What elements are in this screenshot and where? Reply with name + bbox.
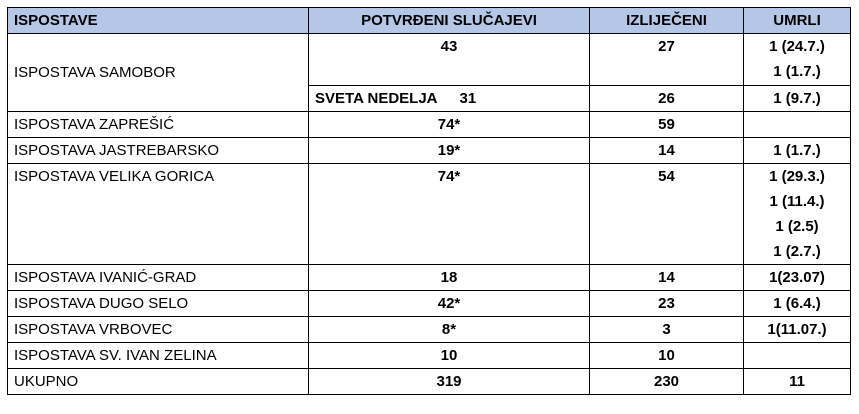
table-row — [8, 164, 851, 265]
row-name: ISPOSTAVA VRBOVEC — [8, 317, 309, 343]
death-entry: 1 (1.7.) — [773, 142, 821, 159]
row-recovered: 230 — [590, 369, 744, 395]
row-deaths — [744, 343, 851, 369]
death-entry: 1 (6.4.) — [773, 295, 821, 312]
death-entry: 1(11.07.) — [767, 321, 827, 338]
row-confirmed: 74* — [309, 112, 590, 138]
row-confirmed: 42* — [309, 291, 590, 317]
row-confirmed: 18 — [309, 265, 590, 291]
table-row — [8, 112, 851, 138]
row-name: ISPOSTAVA DUGO SELO — [8, 291, 309, 317]
row-deaths — [744, 164, 851, 265]
table-row — [8, 138, 851, 164]
sveta-nedelja-cell — [309, 86, 590, 112]
row-name: ISPOSTAVA IVANIĆ-GRAD — [8, 265, 309, 291]
samobor-name: ISPOSTAVA SAMOBOR — [8, 34, 309, 112]
sveta-nedelja-name: SVETA NEDELJA — [315, 90, 438, 107]
death-entry: 1 (11.4.) — [769, 193, 825, 210]
header-row — [8, 8, 851, 34]
row-confirmed: 74* — [309, 164, 590, 265]
death-entry: 1 (24.7.) — [769, 38, 825, 55]
table-row — [8, 343, 851, 369]
death-entry: 1 (2.5) — [775, 218, 819, 235]
row-deaths — [744, 138, 851, 164]
row-deaths — [744, 112, 851, 138]
row-recovered: 23 — [590, 291, 744, 317]
header-deaths: UMRLI — [744, 8, 851, 34]
death-entry: 1 (2.7.) — [773, 243, 821, 260]
death-entry: 1 (29.3.) — [769, 168, 825, 185]
samobor-recovered: 27 — [590, 34, 744, 86]
table-body — [8, 8, 851, 395]
death-entry: 11 — [789, 373, 805, 390]
row-deaths — [744, 369, 851, 395]
covid-cases-table — [7, 7, 851, 395]
row-deaths — [744, 317, 851, 343]
row-recovered: 59 — [590, 112, 744, 138]
death-entry: 1 (1.7.) — [773, 63, 821, 80]
table-row — [8, 369, 851, 395]
row-recovered: 3 — [590, 317, 744, 343]
death-entry: 1(23.07) — [769, 269, 825, 286]
row-name: UKUPNO — [8, 369, 309, 395]
samobor-row — [8, 34, 851, 86]
row-confirmed: 319 — [309, 369, 590, 395]
row-recovered: 14 — [590, 265, 744, 291]
header-ispostave: ISPOSTAVE — [8, 8, 309, 34]
row-name: ISPOSTAVA JASTREBARSKO — [8, 138, 309, 164]
row-confirmed: 10 — [309, 343, 590, 369]
row-recovered: 54 — [590, 164, 744, 265]
row-name: ISPOSTAVA SV. IVAN ZELINA — [8, 343, 309, 369]
samobor-deaths — [744, 34, 851, 86]
sveta-nedelja-confirmed: 31 — [459, 90, 477, 107]
sveta-nedelja-recovered: 26 — [590, 86, 744, 112]
sveta-nedelja-deaths: 1 (9.7.) — [744, 86, 851, 112]
table-row — [8, 265, 851, 291]
row-name: ISPOSTAVA VELIKA GORICA — [8, 164, 309, 265]
row-recovered: 10 — [590, 343, 744, 369]
table-row — [8, 317, 851, 343]
table-row — [8, 291, 851, 317]
row-confirmed: 8* — [309, 317, 590, 343]
header-confirmed: POTVRĐENI SLUČAJEVI — [309, 8, 590, 34]
row-name: ISPOSTAVA ZAPREŠIĆ — [8, 112, 309, 138]
row-deaths — [744, 291, 851, 317]
row-deaths — [744, 265, 851, 291]
header-recovered: IZLIJEČENI — [590, 8, 744, 34]
samobor-confirmed: 43 — [309, 34, 590, 86]
row-recovered: 14 — [590, 138, 744, 164]
row-confirmed: 19* — [309, 138, 590, 164]
